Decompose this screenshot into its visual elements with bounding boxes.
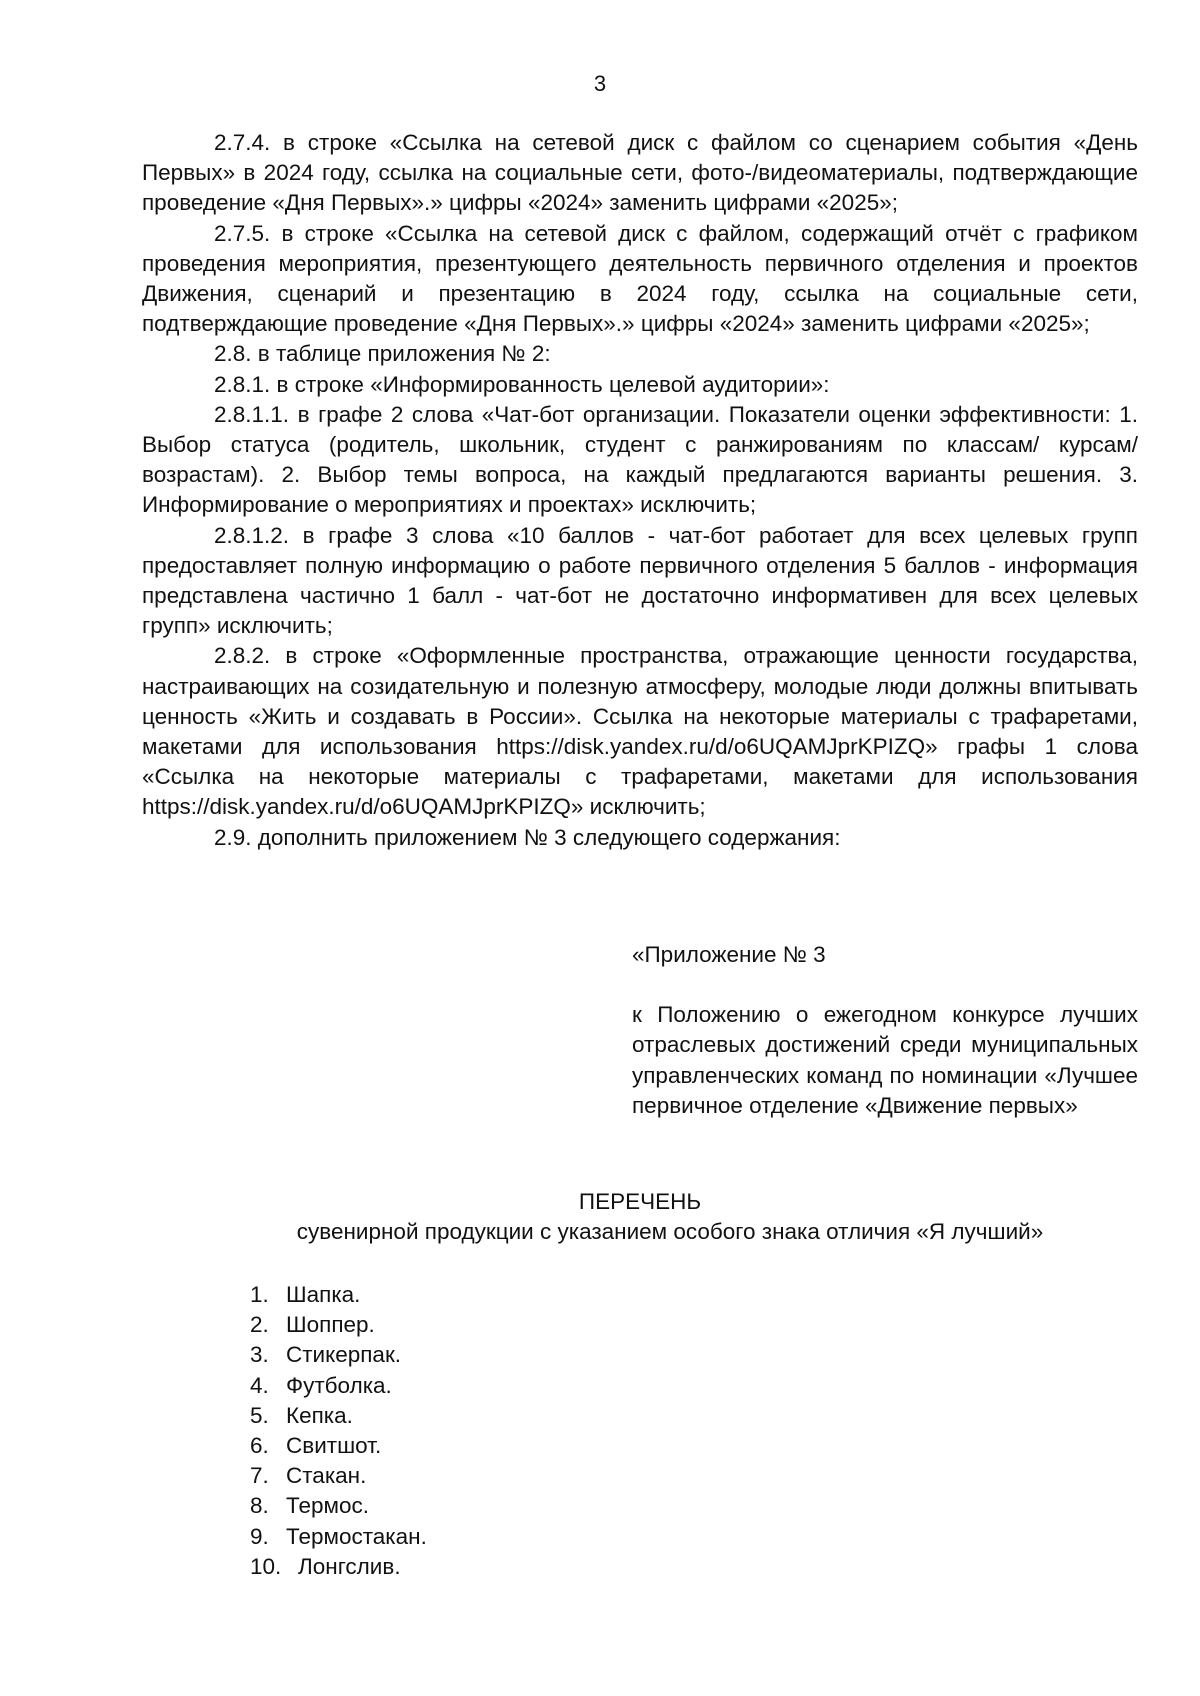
list-item: [250, 1340, 427, 1370]
list-item-label: Шапка.: [286, 1282, 361, 1307]
paragraph-2-8: 2.8. в таблице приложения № 2:: [214, 341, 551, 367]
list-item-number: 8.: [250, 1493, 269, 1519]
paragraph-2-8-1: 2.8.1. в строке «Информированность целевой аудитории»:: [214, 371, 830, 397]
list-item-label: Стикерпак.: [286, 1342, 402, 1368]
list-item-label: Кепка.: [286, 1402, 353, 1428]
appendix-header: [632, 940, 1138, 1121]
list-title: ПЕРЕЧЕНЬ: [578, 1189, 702, 1214]
list-item: [250, 1522, 427, 1552]
appendix-caption: к Положению о ежегодном конкурсе лучших отраслевых достижений среди муниципальных управленческих команд по номинации «Лучшее первичное отделение «Движение первых»: [632, 1002, 1138, 1118]
list-item-label: Шоппер.: [286, 1312, 375, 1338]
list-item-number: 2.: [250, 1312, 269, 1338]
list-item-number: 4.: [250, 1372, 269, 1398]
list-item: [250, 1431, 427, 1461]
list-subtitle: сувенирной продукции с указанием особого знака отличия «Я лучший»: [296, 1219, 1044, 1245]
body-text: [142, 128, 1138, 853]
page-number: 3: [593, 71, 607, 96]
paragraph-2-8-1-2: 2.8.1.2. в графе 3 слова «10 баллов - чат-бот работает для всех целевых групп предоставляет полную информацию о работе первичного отделения 5 баллов - информация представлена частично 1 балл - чат-бот не достаточно информативен для всех целевых групп» исключить;: [142, 522, 1138, 639]
list-item: [250, 1310, 427, 1340]
paragraph-2-9: 2.9. дополнить приложением № 3 следующего содержания:: [214, 824, 841, 850]
list-item-label: Термос.: [286, 1493, 369, 1519]
appendix-title: «Приложение № 3: [632, 942, 826, 967]
paragraph-2-8-1-1: 2.8.1.1. в графе 2 слова «Чат-бот организации. Показатели оценки эффективности: 1. Выбор статуса (родитель, школьник, студент с ранжированиям по классам/ курсам/ возрастам). 2. Выбор темы вопроса, на каждый предлагаются варианты решения. 3. Информирование о мероприятиях и проектах» исключить;: [142, 401, 1138, 518]
list-item-number: 1.: [250, 1282, 269, 1307]
list-item: [250, 1552, 427, 1582]
list-item: [250, 1491, 427, 1521]
list-item-label: Свитшот.: [286, 1433, 382, 1459]
souvenir-list: [250, 1280, 427, 1582]
list-item-number: 6.: [250, 1433, 269, 1459]
list-item: [250, 1401, 427, 1431]
list-item-label: Футболка.: [286, 1372, 392, 1398]
paragraph-2-7-5: 2.7.5. в строке «Ссылка на сетевой диск с файлом, содержащий отчёт с графиком проведения мероприятия, презентующего деятельность первичного отделения и проектов Движения, сценарий и презентацию в 2024 году, ссылка на социальные сети, подтверждающие проведение «Дня Первых».» цифры «2024» заменить цифрами «2025»;: [142, 220, 1138, 337]
list-item-number: 9.: [250, 1523, 269, 1549]
list-item-label: Лонгслив.: [298, 1553, 401, 1579]
list-item-label: Стакан.: [286, 1463, 367, 1489]
list-item: [250, 1371, 427, 1401]
list-item: [250, 1461, 427, 1491]
list-item-number: 7.: [250, 1463, 269, 1489]
list-item: [250, 1280, 427, 1310]
list-item-label: Термостакан.: [286, 1523, 427, 1549]
paragraph-2-7-4: 2.7.4. в строке «Ссылка на сетевой диск с файлом со сценарием события «День Первых» в 2024 году, ссылка на социальные сети, фото-/видеоматериалы, подтверждающие проведение «Дня Первых».» цифры «2024» заменить цифрами «2025»;: [142, 130, 1138, 216]
list-item-number: 5.: [250, 1402, 269, 1428]
paragraph-2-8-2: 2.8.2. в строке «Оформленные пространства, отражающие ценности государства, настраивающих на созидательную и полезную атмосферу, молодые люди должны впитывать ценность «Жить и создавать в России». Ссылка на некоторые материалы с трафаретами, макетами для использования https://disk.yandex.ru/d/o6UQAMJprKPIZQ» графы 1 слова «Ссылка на некоторые материалы с трафаретами, макетами для использования https://disk.yandex.ru/d/o6UQAMJprKPIZQ» исключить;: [142, 643, 1138, 820]
list-item-number: 10.: [250, 1553, 282, 1579]
list-heading: [142, 1187, 1138, 1247]
list-item-number: 3.: [250, 1342, 269, 1368]
